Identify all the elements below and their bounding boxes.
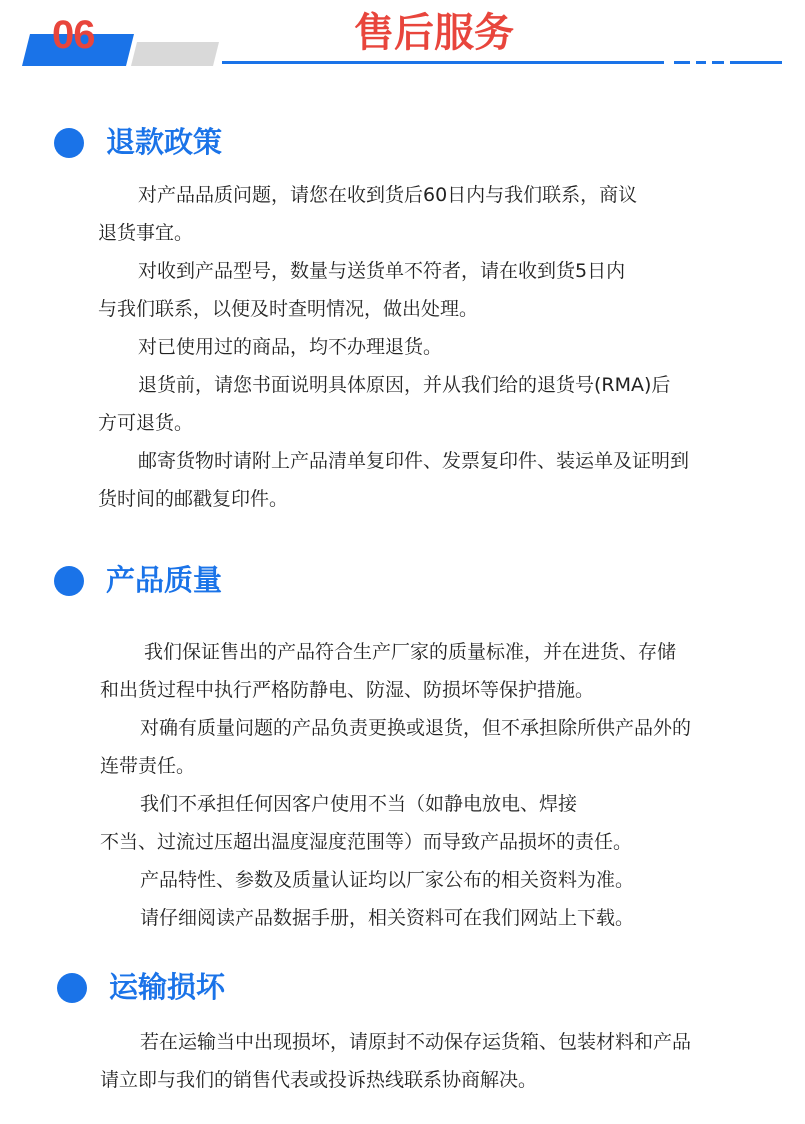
paragraph-line: 退货事宜。	[98, 222, 194, 244]
paragraph-line: 我们保证售出的产品符合生产厂家的质量标准，并在进货、存储	[144, 641, 677, 663]
header-gray-bar	[131, 42, 219, 66]
paragraph-line: 退货前，请您书面说明具体原因，并从我们给的退货号(RMA)后	[138, 374, 671, 396]
page-title: 售后服务	[354, 10, 514, 56]
paragraph-line: 对确有质量问题的产品负责更换或退货，但不承担除所供产品外的	[140, 717, 692, 739]
header-dash	[674, 61, 690, 64]
section-number: 06	[52, 13, 95, 57]
header-dash	[712, 61, 724, 64]
paragraph-line: 对产品品质问题，请您在收到货后60日内与我们联系，商议	[138, 184, 638, 206]
section-title: 产品质量	[106, 563, 223, 597]
section-bullet-icon	[57, 973, 87, 1003]
header-dash	[730, 61, 782, 64]
section-bullet-icon	[54, 566, 84, 596]
section-bullet-icon	[54, 128, 84, 158]
paragraph-line: 与我们联系，以便及时查明情况，做出处理。	[98, 298, 479, 320]
paragraph-line: 方可退货。	[98, 412, 194, 434]
paragraph-line: 连带责任。	[100, 755, 196, 777]
page-header	[0, 0, 805, 80]
paragraph-line: 对已使用过的商品，均不办理退货。	[138, 336, 443, 358]
section-title: 运输损坏	[109, 970, 226, 1004]
paragraph-line: 产品特性、参数及质量认证均以厂家公布的相关资料为准。	[140, 869, 635, 891]
paragraph-line: 请仔细阅读产品数据手册，相关资料可在我们网站上下载。	[140, 907, 635, 929]
paragraph-line: 货时间的邮戳复印件。	[98, 488, 289, 510]
paragraph-line: 邮寄货物时请附上产品清单复印件、发票复印件、装运单及证明到	[138, 450, 690, 472]
section-title: 退款政策	[106, 125, 223, 159]
paragraph-line: 若在运输当中出现损坏，请原封不动保存运货箱、包装材料和产品	[140, 1031, 692, 1053]
paragraph-line: 对收到产品型号，数量与送货单不符者，请在收到货5日内	[138, 260, 626, 282]
header-underline	[222, 61, 664, 64]
header-dash	[696, 61, 706, 64]
paragraph-line: 请立即与我们的销售代表或投诉热线联系协商解决。	[100, 1069, 538, 1091]
paragraph-line: 我们不承担任何因客户使用不当（如静电放电、焊接	[140, 793, 578, 815]
paragraph-line: 不当、过流过压超出温度湿度范围等）而导致产品损坏的责任。	[100, 831, 633, 853]
paragraph-line: 和出货过程中执行严格防静电、防湿、防损坏等保护措施。	[100, 679, 595, 701]
